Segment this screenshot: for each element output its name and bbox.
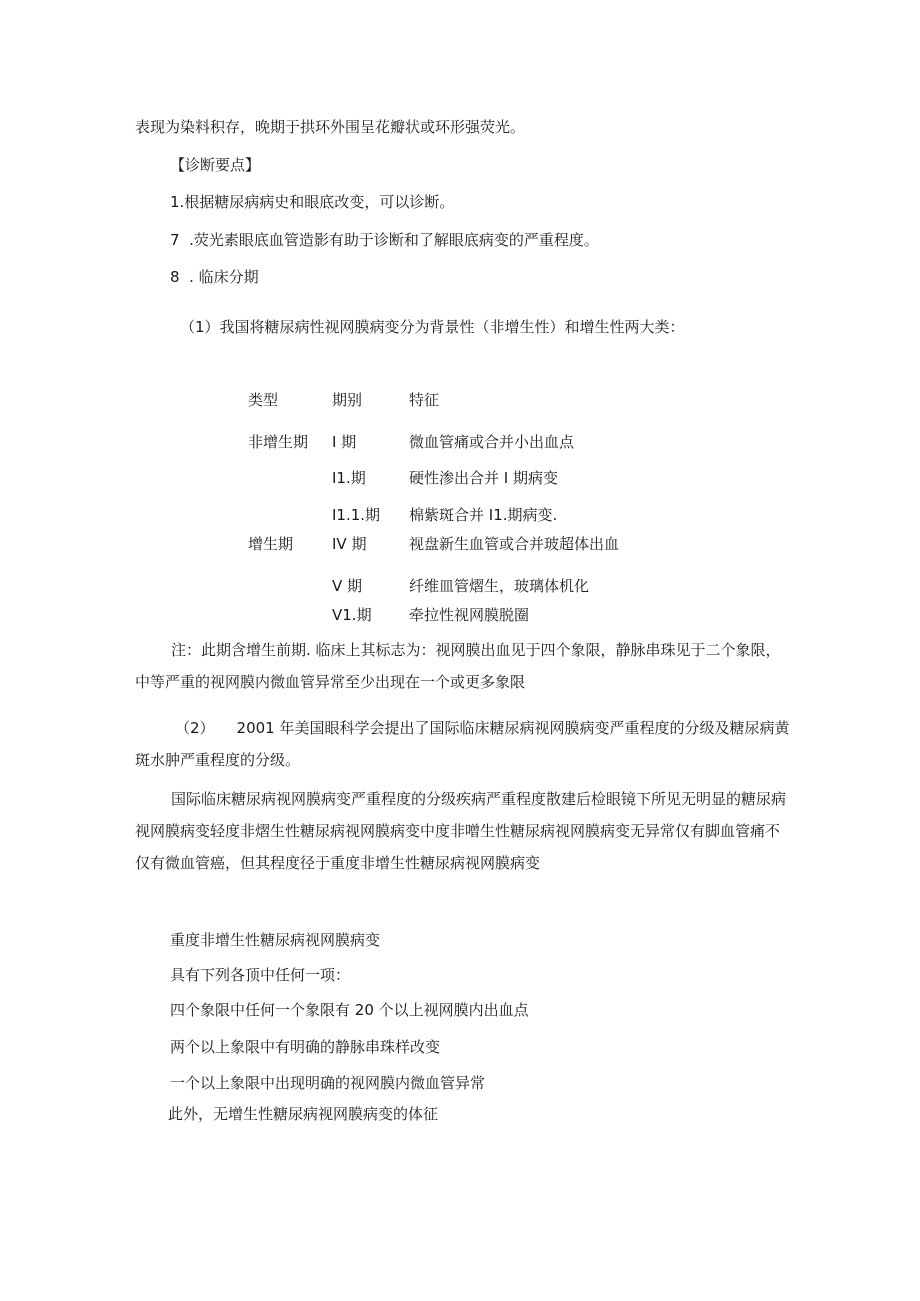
- row-feature: 棉紫斑合并 I1.期病变.: [409, 506, 558, 524]
- criterion-item: 一个以上象限中出现明确的视网膜内微血管异常: [170, 1074, 486, 1092]
- closing-line: 此外，无增生性糖尿病视网膜病变的体征: [168, 1105, 439, 1123]
- row-stage: I 期: [332, 433, 357, 451]
- list-item-8: 8 . 临床分期: [170, 268, 259, 286]
- text-line-intro: 表现为染料积存，晚期于拱环外围呈花瓣状或环形强荧光。: [135, 118, 526, 136]
- paragraph-2-number: （2）: [175, 719, 215, 737]
- row-stage: I1.1.期: [332, 506, 381, 524]
- paragraph-3: [135, 783, 790, 879]
- row-type: 非增生期: [248, 433, 309, 451]
- paragraph-2: [135, 712, 790, 776]
- paragraph-3-text: 国际临床糖尿病视网膜病变严重程度的分级疾病严重程度散建后检眼镜下所见无明显的糖尿病视网膜病变轻度非熠生性糖尿病视网膜病变中度非噌生性糖尿病视网膜病变无异常仅有脚血管痛不仅有微血管癌，但其程度径于重度非增生性糖尿病视网膜病变: [135, 790, 787, 872]
- list-item-7: 7 .荧光素眼底血管造影有助于诊断和了解眼底病变的严重程度。: [170, 231, 599, 249]
- paragraph-2-text: 2001 年美国眼科学会提出了国际临床糖尿病视网膜病变严重程度的分级及糖尿病黄斑水肿严重程度的分级。: [135, 719, 790, 769]
- row-stage: IV 期: [332, 535, 367, 553]
- header-stage: 期别: [332, 391, 363, 409]
- criteria-intro: 具有下列各顶中任何一项：: [170, 966, 351, 984]
- note-text: 注：此期含增生前期. 临床上其标志为：视网膜出血见于四个象限，静脉串珠见于二个象限，中等严重的视网膜内微血管异常至少出现在一个或更多象限: [135, 641, 781, 691]
- row-feature: 牵拉性视网膜脱圈: [409, 606, 530, 624]
- header-type: 类型: [248, 391, 279, 409]
- row-feature: 微血管痛或合并小出血点: [409, 433, 575, 451]
- row-feature: 视盘新生血管或合并玻超体出血: [409, 535, 620, 553]
- staging-intro: （1）我国将糖尿病性视网膜病变分为背景性（非增生性）和增生性两大类：: [180, 318, 685, 336]
- criterion-item: 四个象限中任何一个象限有 20 个以上视网膜内出血点: [170, 1001, 529, 1019]
- header-feature: 特征: [409, 391, 440, 409]
- row-stage: I1.期: [332, 469, 366, 487]
- severe-heading: 重度非增生性糖尿病视网膜病变: [170, 931, 381, 949]
- section-heading-diagnosis: 【诊断要点】: [170, 156, 261, 174]
- row-type: 增生期: [248, 535, 294, 553]
- criterion-item: 两个以上象限中有明确的静脉串珠样改变: [170, 1038, 441, 1056]
- row-feature: 硬性渗出合并 I 期病变: [409, 469, 558, 487]
- row-feature: 纤维皿管熠生，玻璃体机化: [409, 577, 590, 595]
- note-paragraph: [135, 634, 790, 698]
- row-stage: V1.期: [332, 606, 372, 624]
- list-item-1: 1.根据糖尿病病史和眼底改变，可以诊断。: [170, 193, 455, 211]
- row-stage: V 期: [332, 577, 363, 595]
